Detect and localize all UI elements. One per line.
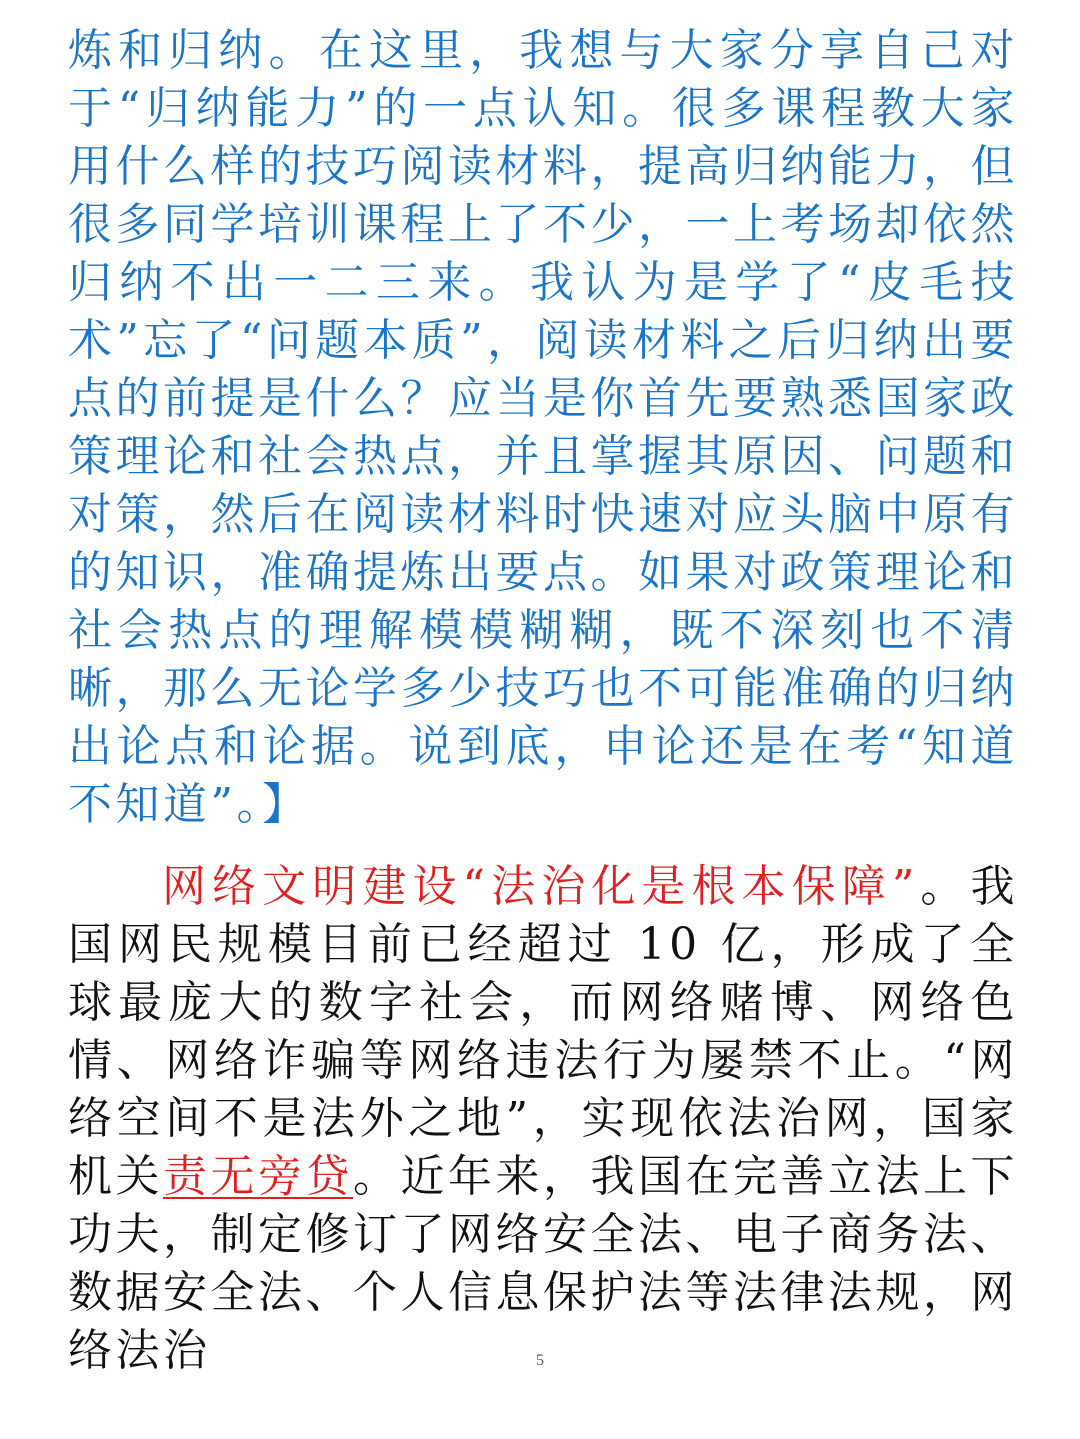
- paragraph-text-part-1: 。我国网民规模目前已经超过 10 亿，形成了全球最庞大的数字社会，而网络赌博、网络色情、网络诈骗等网络违法行为屡禁不止。“网络空间不是法外之地”，实现依法治网，国家机关: [68, 861, 1018, 1202]
- blue-note-paragraph: 炼和归纳。在这里，我想与大家分享自己对于“归纳能力”的一点认知。很多课程教大家用什么样的技巧阅读材料，提高归纳能力，但很多同学培训课程上了不少，一上考场却依然归纳不出一二三来。我认为是学了“皮毛技术”忘了“问题本质”，阅读材料之后归纳出要点的前提是什么？应当是你首先要熟悉国家政策理论和社会热点，并且掌握其原因、问题和对策，然后在阅读材料时快速对应头脑中原有的知识，准确提炼出要点。如果对政策理论和社会热点的理解模模糊糊，既不深刻也不清晰，那么无论学多少技巧也不可能准确的归纳出论点和论据。说到底，申论还是在考“知道不知道”。】: [68, 25, 1018, 830]
- paragraph-heading: 网络文明建设“法治化是根本保障”: [162, 861, 918, 912]
- paragraph-text-part-2: 。近年来，我国在完善立法上下功夫，制定修订了网络安全法、电子商务法、数据安全法、个人信息保护法等法律法规，网络法治: [68, 1151, 1018, 1376]
- body-paragraph: [68, 858, 1018, 1380]
- page-number: 5: [536, 1352, 544, 1369]
- highlighted-phrase: 责无旁贷: [163, 1151, 353, 1202]
